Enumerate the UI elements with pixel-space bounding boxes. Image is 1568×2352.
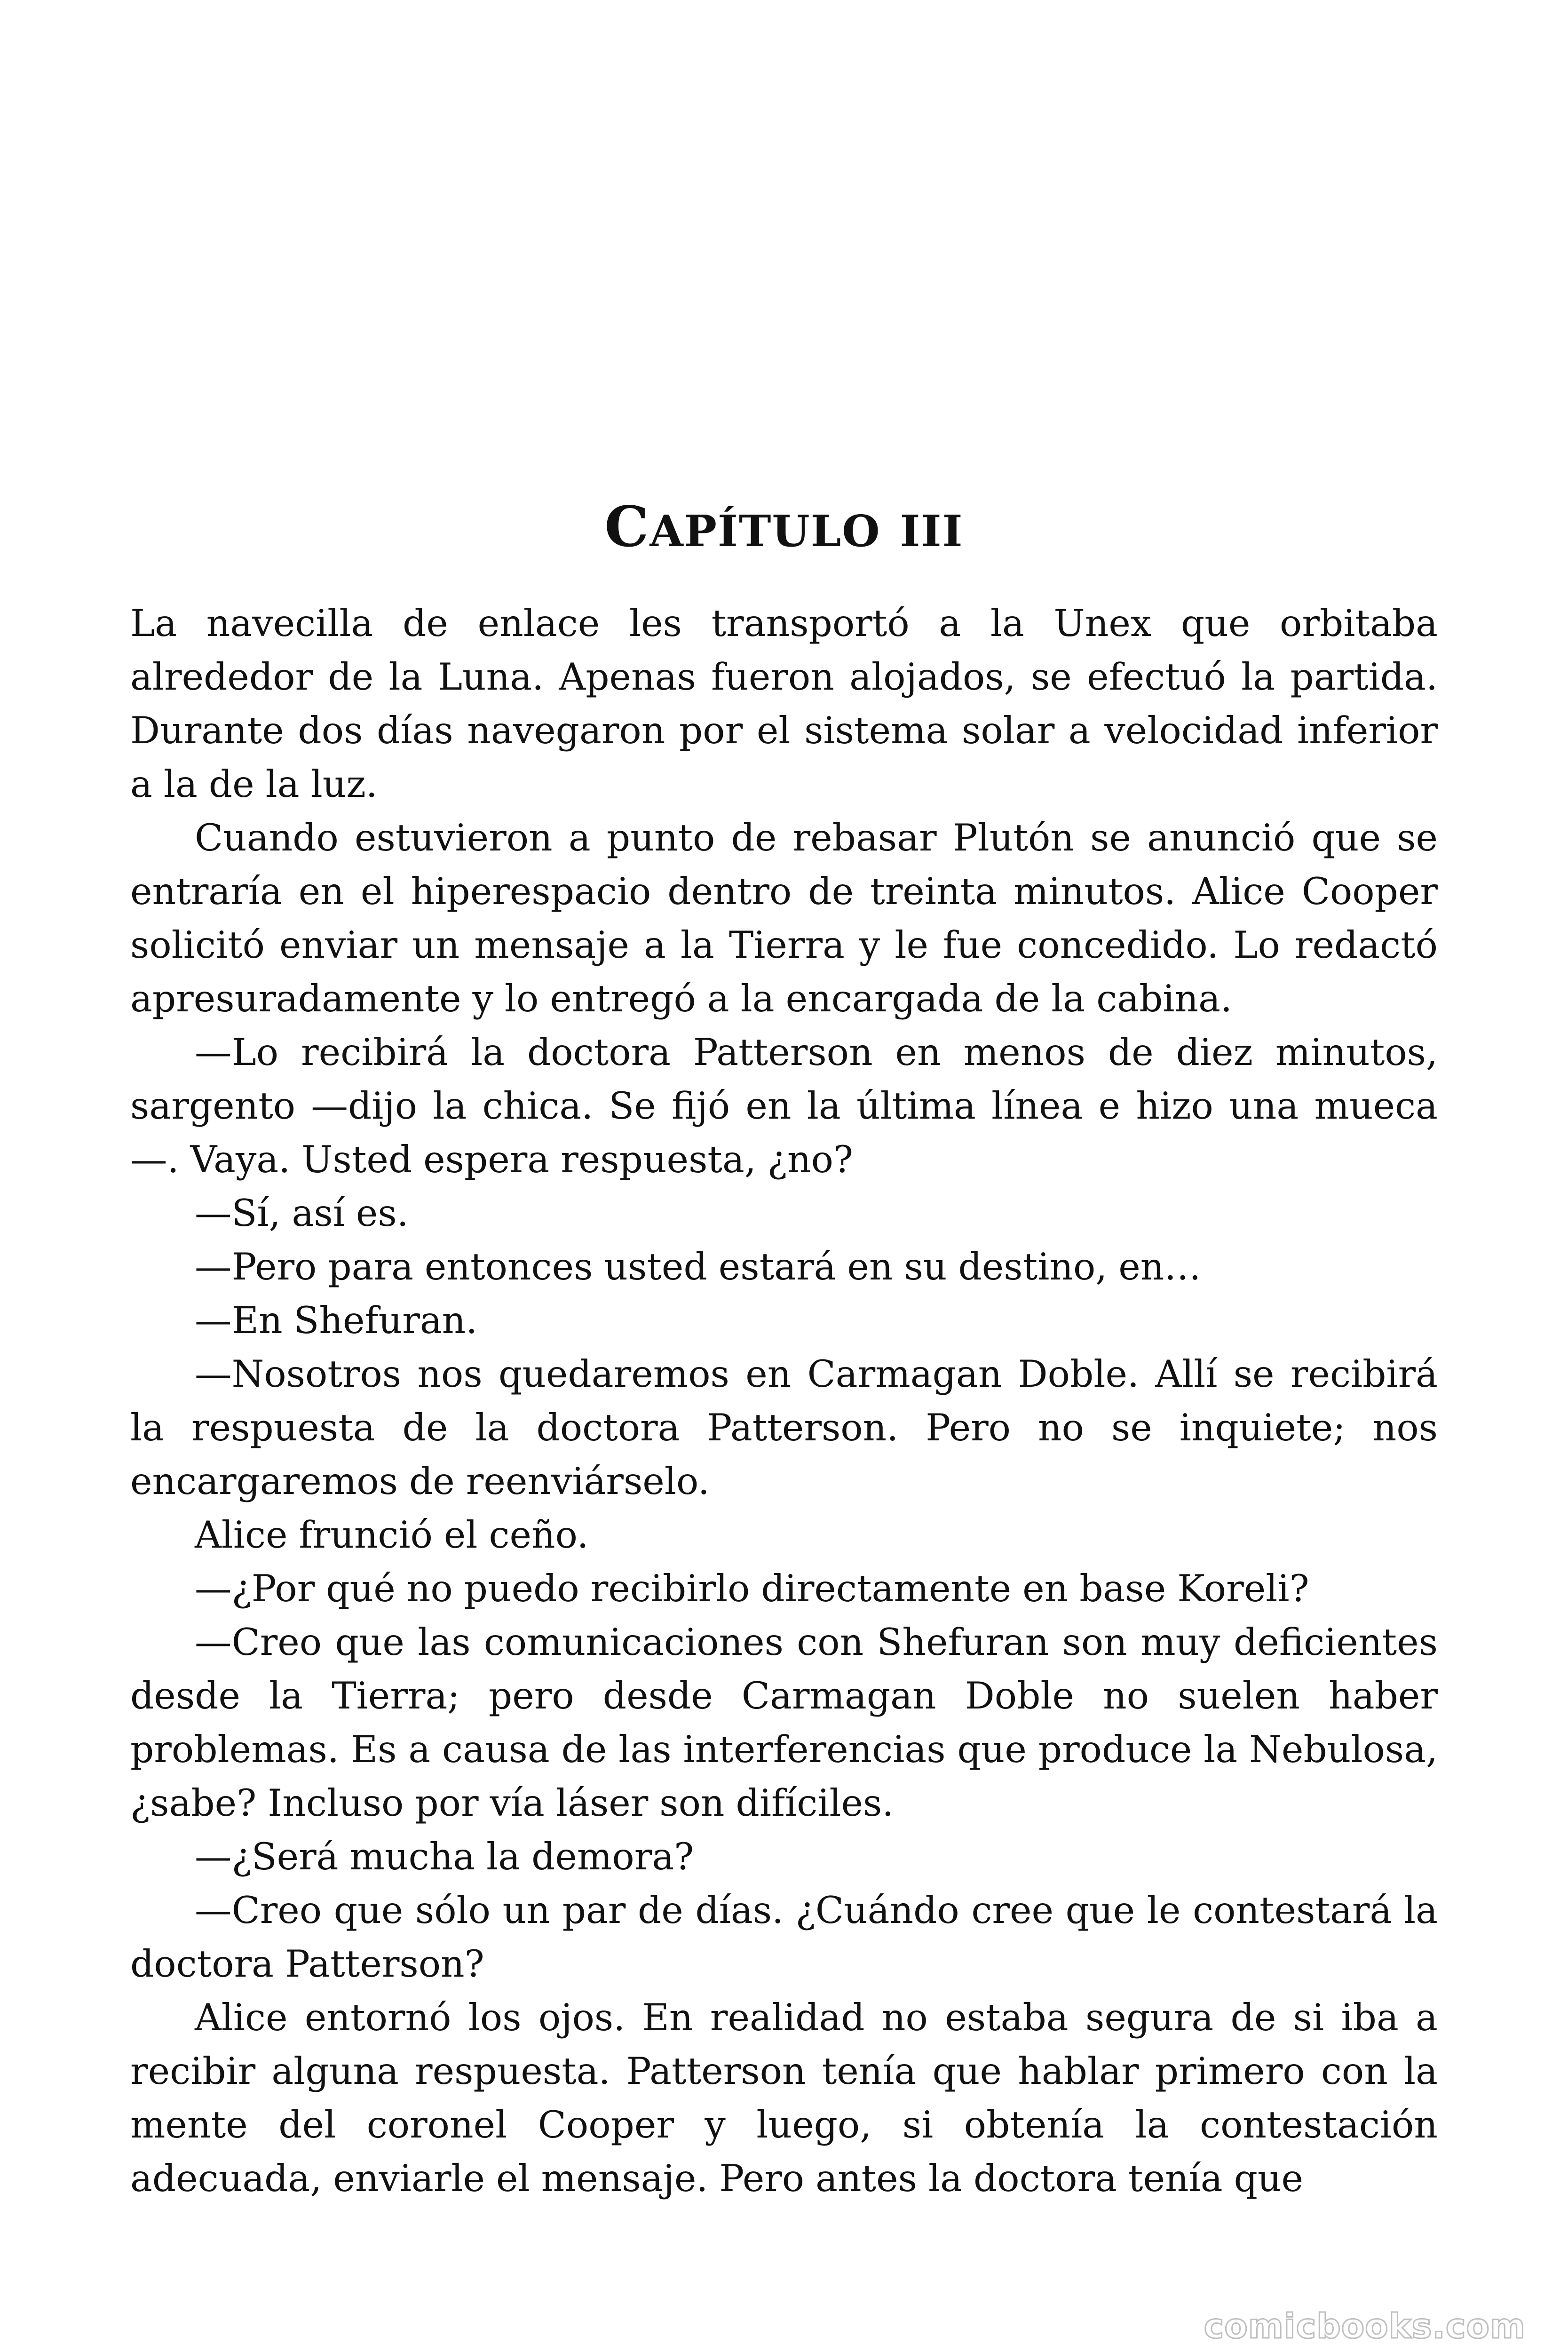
- paragraph: —Creo que las comunicaciones con Shefuran son muy deficientes desde la Tierra; pero desde Carmagan Doble no suelen haber problemas. Es a causa de las interferencias que produce la Nebulosa, ¿sabe? Incluso por vía láser son difíciles.: [130, 1621, 1438, 1825]
- paragraph: —Pero para entonces usted estará en su destino, en…: [195, 1245, 1201, 1288]
- chapter-title: [0, 494, 1568, 564]
- paragraph: Alice entornó los ojos. En realidad no estaba segura de si iba a recibir alguna respuesta. Patterson tenía que hablar primero con la mente del coronel Cooper y luego, si obtenía la contestación adecuada, enviarle el mensaje. Pero antes la doctora tenía que: [130, 1996, 1438, 2200]
- paragraph: —En Shefuran.: [195, 1299, 478, 1342]
- paragraph: —¿Será mucha la demora?: [195, 1835, 694, 1878]
- paragraph: —Creo que sólo un par de días. ¿Cuándo cree que le contestará la doctora Patterson?: [130, 1889, 1438, 1986]
- paragraph: —Nosotros nos quedaremos en Carmagan Doble. Allí se recibirá la respuesta de la doctora Patterson. Pero no se inquiete; nos encargaremos de reenviárselo.: [130, 1352, 1438, 1503]
- paragraph: —Sí, así es.: [195, 1192, 409, 1235]
- chapter-title-number: III: [900, 506, 964, 557]
- paragraph: Cuando estuvieron a punto de rebasar Plutón se anunció que se entraría en el hiperespacio dentro de treinta minutos. Alice Cooper solicitó enviar un mensaje a la Tierra y le fue concedido. Lo redactó apresuradamente y lo entregó a la encargada de la cabina.: [130, 816, 1438, 1020]
- watermark: comicbooks.com: [1204, 2306, 1526, 2346]
- chapter-body-text: [130, 596, 1438, 2205]
- paragraph: La navecilla de enlace les transportó a la Unex que orbitaba alrededor de la Luna. Apenas fueron alojados, se efectuó la partida. Durante dos días navegaron por el sistema solar a velocidad inferior a la de la luz.: [130, 602, 1438, 806]
- paragraph: Alice frunció el ceño.: [195, 1513, 589, 1557]
- paragraph: —¿Por qué no puedo recibirlo directamente en base Koreli?: [195, 1567, 1309, 1610]
- paragraph: —Lo recibirá la doctora Patterson en menos de diez minutos, sargento —dijo la chica. Se fijó en la última línea e hizo una mueca —. Vaya. Usted espera respuesta, ¿no?: [130, 1031, 1438, 1181]
- chapter-title-word: APÍTULO: [649, 506, 881, 557]
- chapter-title-initial: C: [604, 494, 650, 560]
